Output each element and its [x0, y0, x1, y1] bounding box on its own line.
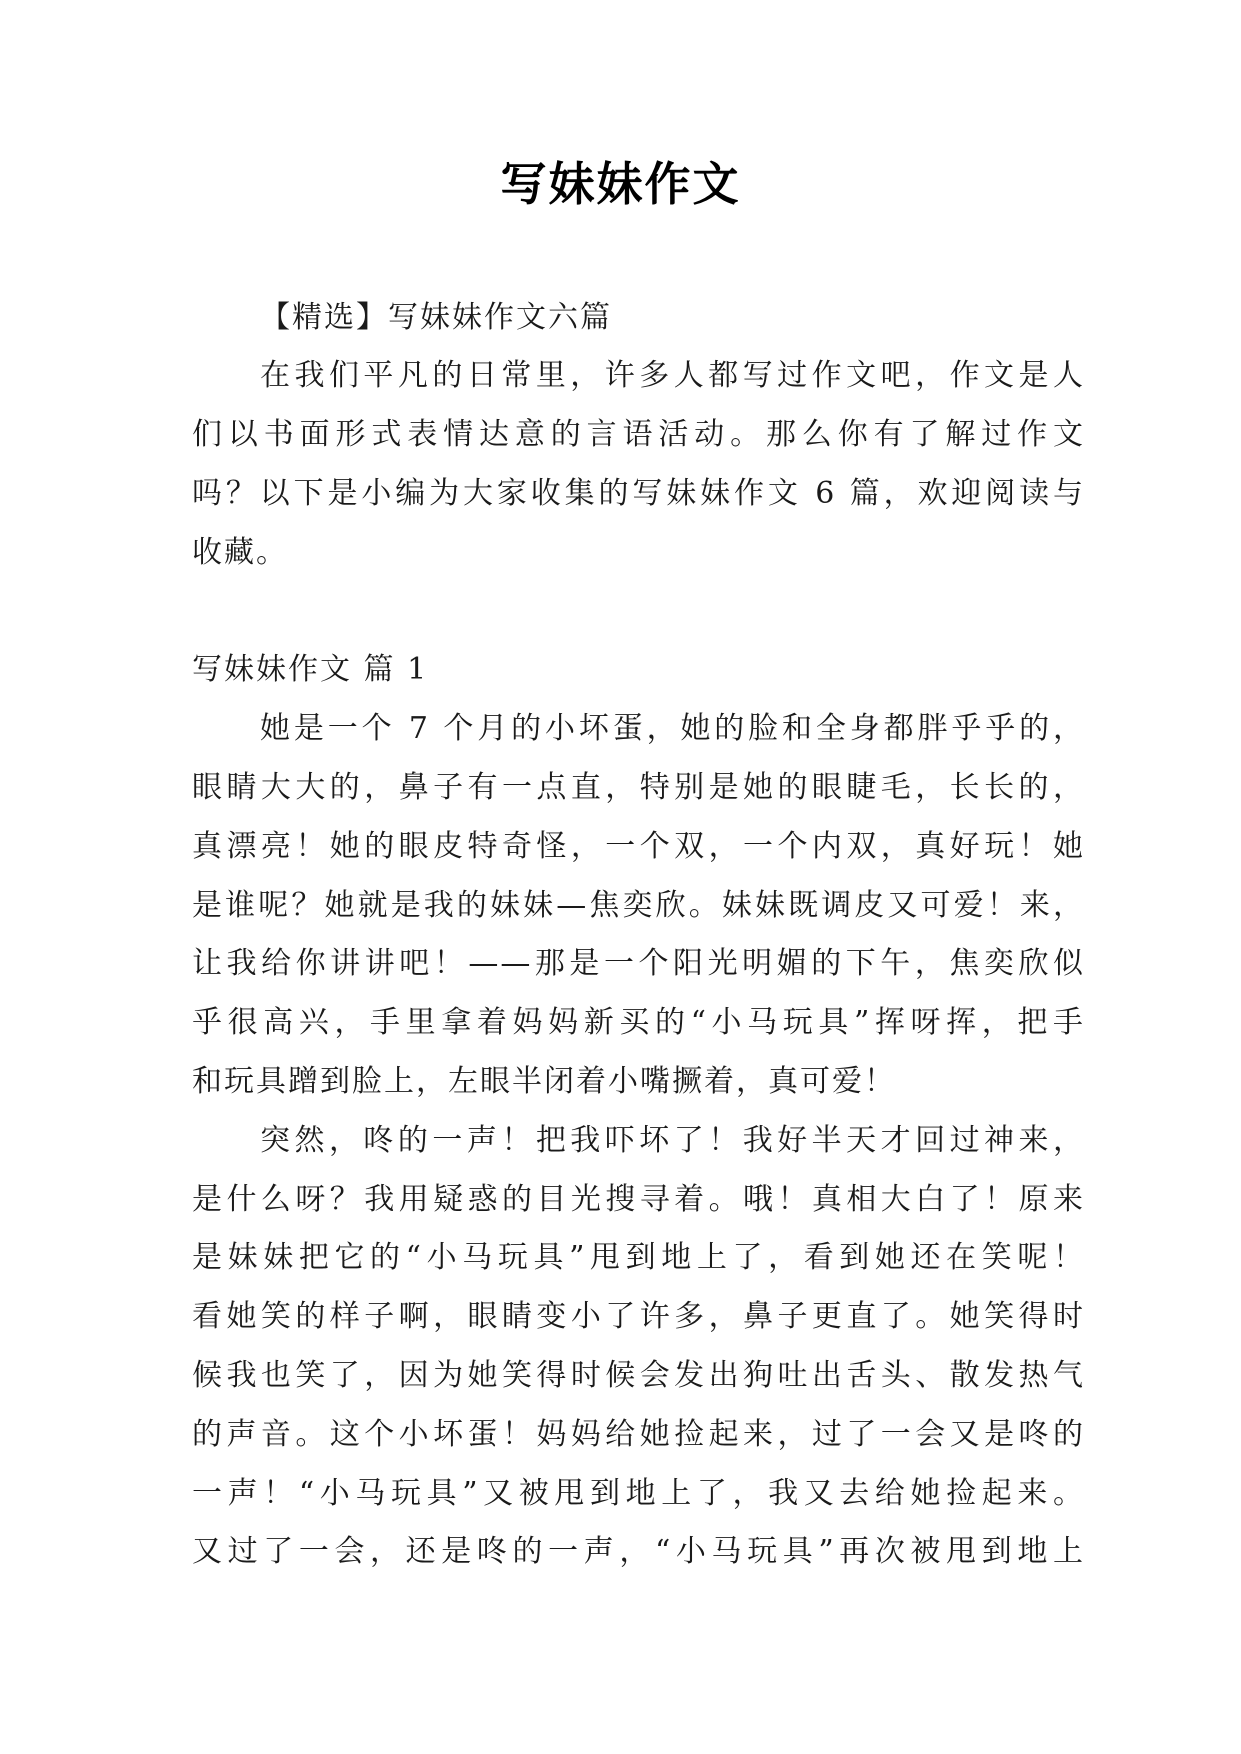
- blank-line: [192, 583, 1085, 642]
- section-paragraph: [192, 1112, 1085, 1582]
- paragraph-line: 眼睛大大的，鼻子有一点直，特别是她的眼睫毛，长长的，: [192, 769, 1085, 805]
- paragraph-line: 的声音。这个小坏蛋！妈妈给她捡起来，过了一会又是咚的: [192, 1416, 1085, 1452]
- document-title: 写妹妹作文: [500, 157, 741, 211]
- paragraph-line: 是谁呢？她就是我的妹妹—焦奕欣。妹妹既调皮又可爱！来，: [192, 887, 1085, 923]
- paragraph-line: 让我给你讲讲吧！——那是一个阳光明媚的下午，焦奕欣似: [192, 946, 1085, 982]
- paragraph-line: 在我们平凡的日常里，许多人都写过作文吧，作文是人: [260, 358, 1085, 394]
- intro-paragraph: [192, 347, 1085, 582]
- paragraph-line: 突然，咚的一声！把我吓坏了！我好半天才回过神来，: [260, 1122, 1085, 1158]
- paragraph-line: 她是一个 7 个月的小坏蛋，她的脸和全身都胖乎乎的，: [260, 711, 1085, 747]
- paragraph-line: 吗？以下是小编为大家收集的写妹妹作文 6 篇，欢迎阅读与: [192, 475, 1085, 511]
- intro-heading: 【精选】写妹妹作文六篇: [260, 299, 612, 335]
- paragraph-line: 真漂亮！她的眼皮特奇怪，一个双，一个内双，真好玩！她: [192, 828, 1085, 864]
- paragraph-line: 看她笑的样子啊，眼睛变小了许多，鼻子更直了。她笑得时: [192, 1299, 1085, 1335]
- paragraph-line: 和玩具蹭到脸上，左眼半闭着小嘴撅着，真可爱！: [192, 1063, 896, 1099]
- paragraph-line: 一声！“小马玩具”又被甩到地上了，我又去给她捡起来。: [192, 1475, 1085, 1511]
- paragraph-line: 是什么呀？我用疑惑的目光搜寻着。哦！真相大白了！原来: [192, 1181, 1085, 1217]
- section-heading: 写妹妹作文 篇 1: [192, 652, 429, 688]
- paragraph-line: 又过了一会，还是咚的一声，“小马玩具”再次被甩到地上: [192, 1534, 1085, 1570]
- paragraph-line: 收藏。: [192, 534, 288, 570]
- document-body: [192, 289, 1085, 1583]
- paragraph-line: 们以书面形式表情达意的言语活动。那么你有了解过作文: [192, 417, 1085, 453]
- paragraph-line: 是妹妹把它的“小马玩具”甩到地上了，看到她还在笑呢！: [192, 1240, 1085, 1276]
- section-paragraph: [192, 700, 1085, 1112]
- paragraph-line: 乎很高兴，手里拿着妈妈新买的“小马玩具”挥呀挥，把手: [192, 1005, 1085, 1041]
- essay-section-1: [192, 641, 1085, 1582]
- paragraph-line: 候我也笑了，因为她笑得时候会发出狗吐出舌头、散发热气: [192, 1357, 1085, 1393]
